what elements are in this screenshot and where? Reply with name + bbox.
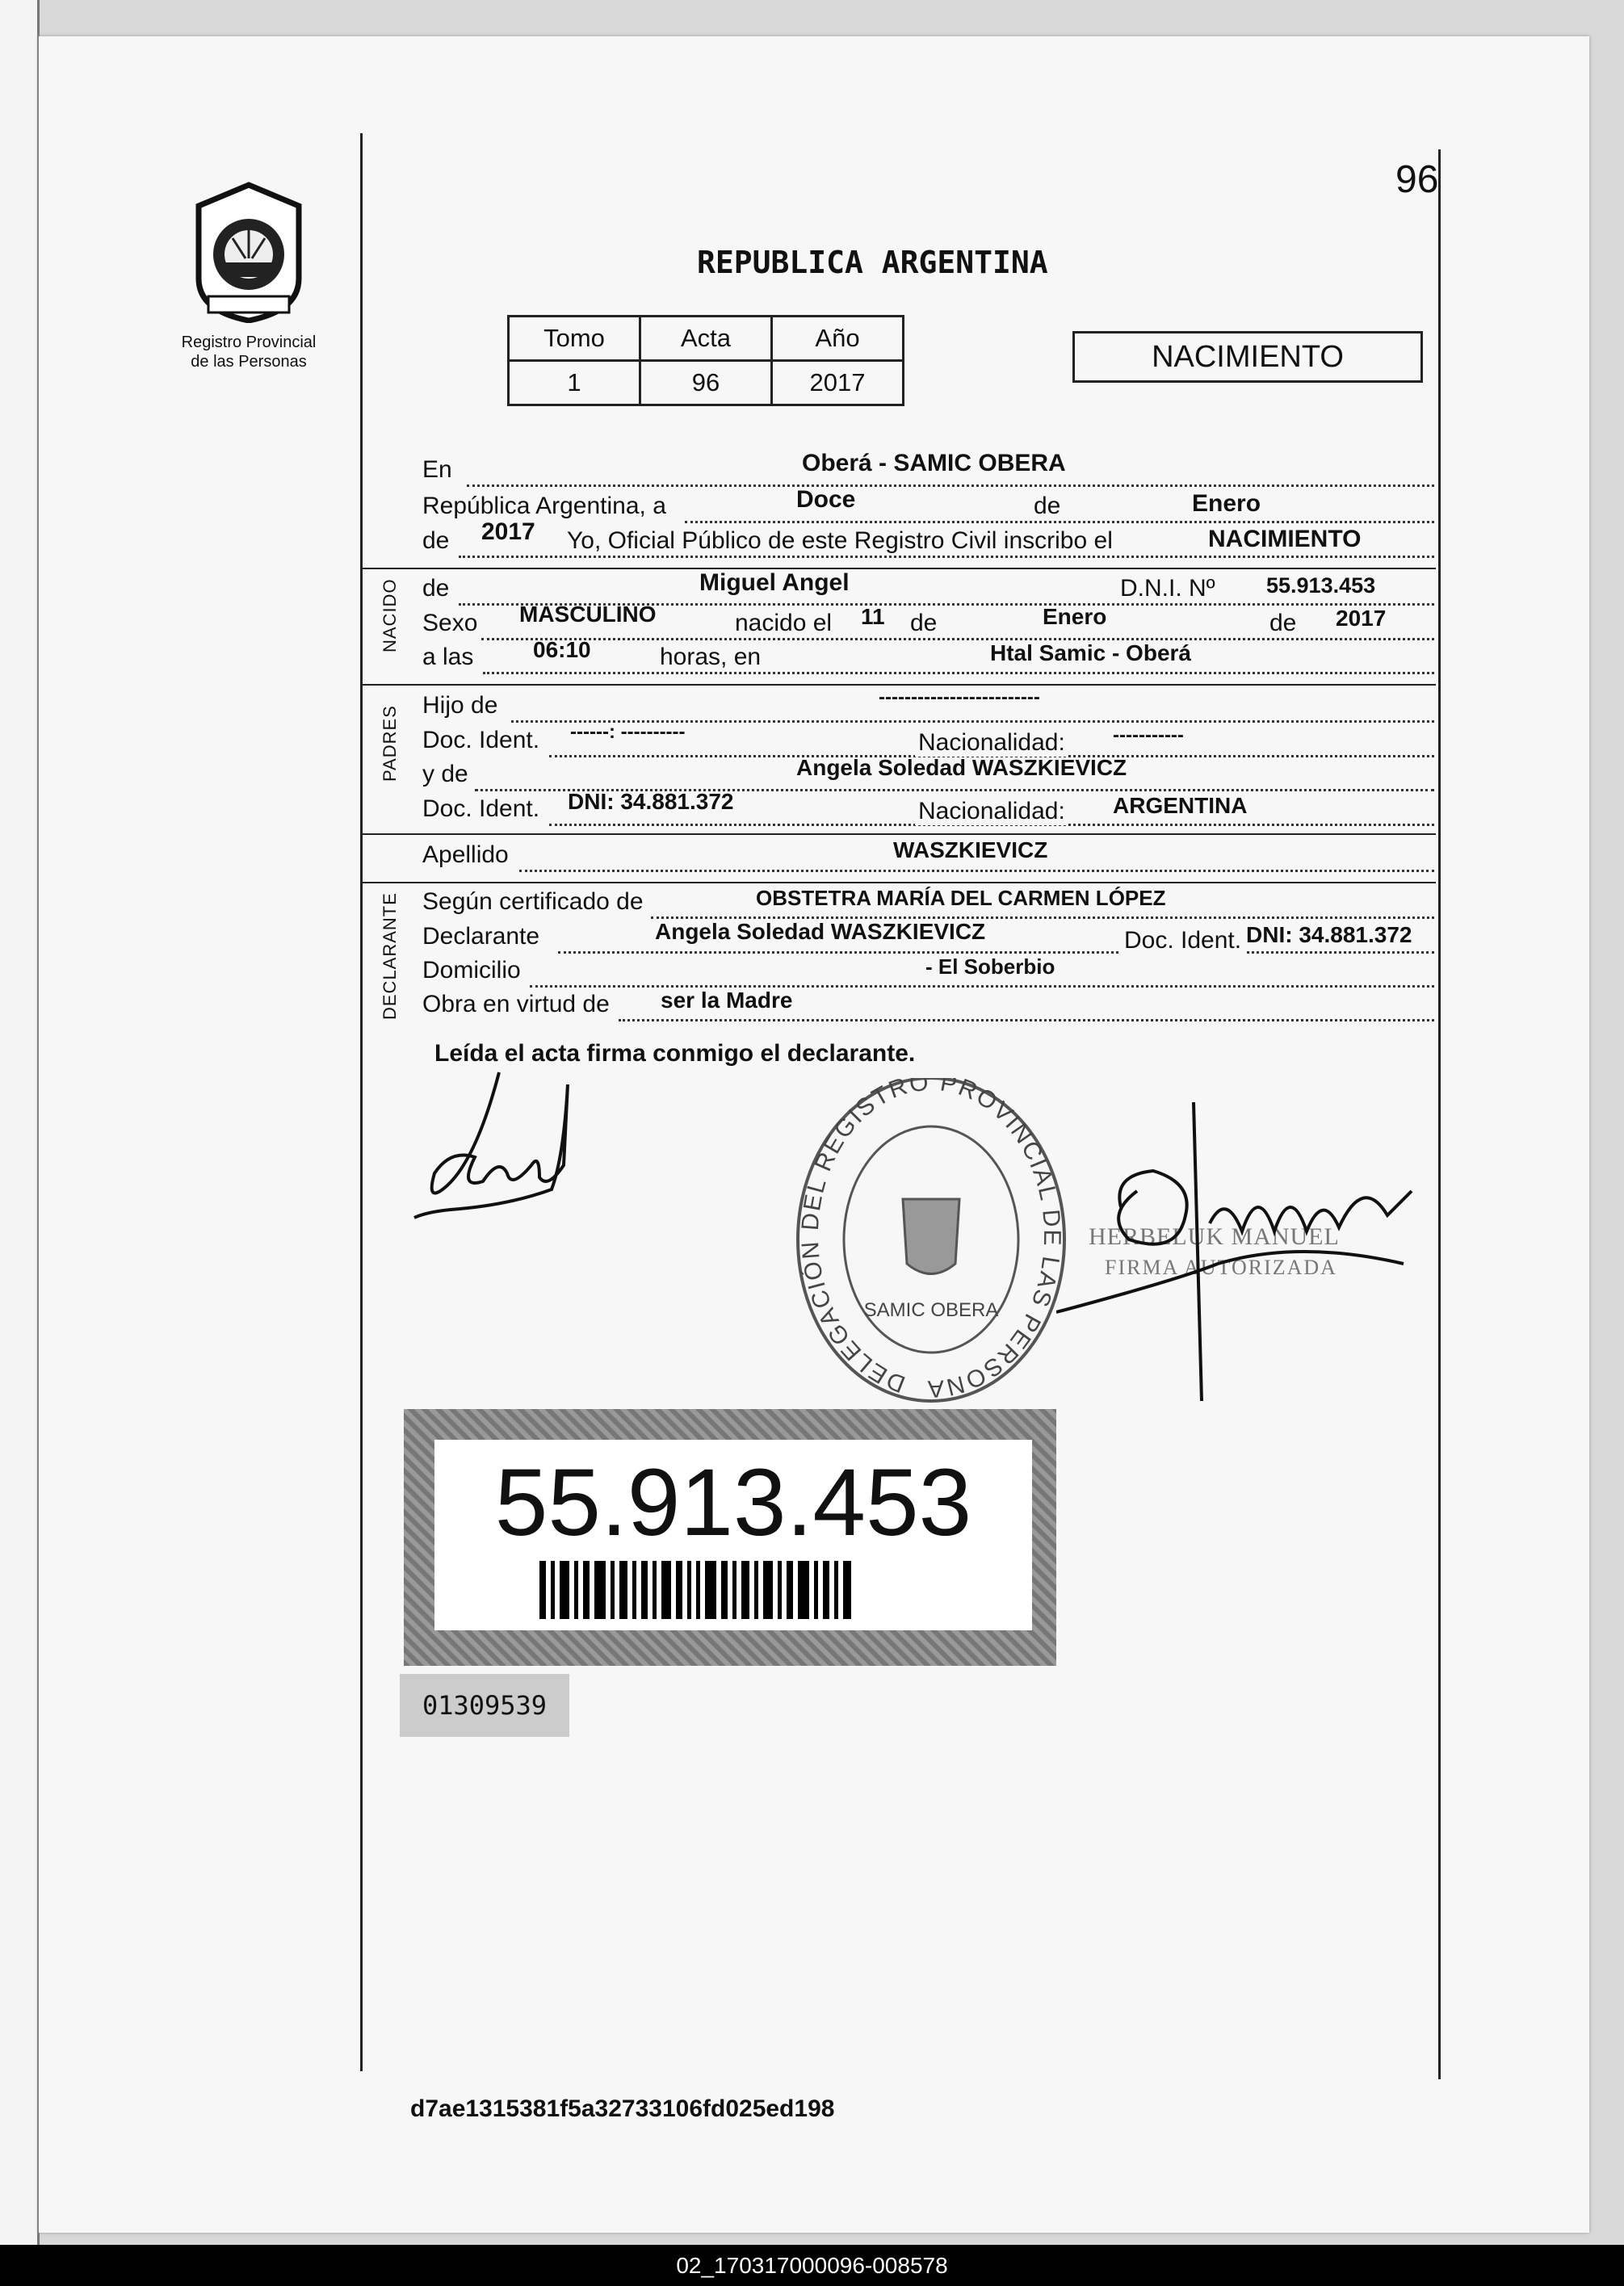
serial-number-sticker: 01309539 bbox=[400, 1674, 569, 1737]
dotted-line bbox=[483, 672, 1434, 674]
label-nacionalidad2: Nacionalidad: bbox=[915, 798, 1068, 825]
label-nacido-el: nacido el bbox=[732, 610, 835, 637]
right-margin-line bbox=[1438, 149, 1441, 2079]
barcode-bar bbox=[798, 1561, 809, 1619]
section-divider bbox=[362, 882, 1436, 883]
barcode-bar bbox=[787, 1561, 793, 1619]
adjacent-page-edge bbox=[0, 0, 40, 2253]
label-horas-en: horas, en bbox=[657, 644, 764, 671]
barcode-bar bbox=[732, 1561, 736, 1619]
label-declarante: Declarante bbox=[422, 923, 540, 950]
dni-barcode-label bbox=[404, 1409, 1056, 1666]
value-mes-inscripcion: Enero bbox=[1192, 490, 1261, 517]
side-label-nacido: NACIDO bbox=[380, 578, 400, 652]
label-en: En bbox=[422, 456, 452, 483]
barcode-bar bbox=[539, 1561, 546, 1619]
label-obra-en-virtud: Obra en virtud de bbox=[422, 991, 610, 1017]
value-nac-madre: ARGENTINA bbox=[1113, 793, 1248, 818]
left-margin-line bbox=[360, 133, 363, 2071]
registry-name-line1: Registro Provincial bbox=[181, 333, 317, 351]
label-sexo: Sexo bbox=[422, 610, 478, 636]
barcode-bar bbox=[834, 1561, 838, 1619]
record-type-box: NACIMIENTO bbox=[1072, 331, 1423, 383]
value-doc-madre: DNI: 34.881.372 bbox=[568, 789, 734, 814]
value-dia-inscripcion: Doce bbox=[796, 486, 856, 513]
label-dni: D.N.I. Nº bbox=[1117, 575, 1219, 602]
value-sexo: MASCULINO bbox=[519, 602, 657, 627]
barcode-bar bbox=[560, 1561, 569, 1619]
value-tipo: NACIMIENTO bbox=[1208, 526, 1362, 552]
table-header-acta: Acta bbox=[640, 317, 772, 361]
barcode-bar bbox=[814, 1561, 818, 1619]
side-label-padres: PADRES bbox=[380, 705, 400, 782]
value-declarante: Angela Soledad WASZKIEVICZ bbox=[655, 919, 986, 944]
section-divider bbox=[362, 568, 1436, 569]
dotted-line bbox=[459, 556, 1434, 558]
label-de: de bbox=[1030, 493, 1064, 520]
barcode-bar bbox=[687, 1561, 691, 1619]
label-doc-ident: Doc. Ident. bbox=[422, 727, 540, 753]
barcode-bar bbox=[653, 1561, 657, 1619]
barcode-bar bbox=[641, 1561, 648, 1619]
barcode-bar bbox=[763, 1561, 773, 1619]
label-nacionalidad: Nacionalidad: bbox=[915, 729, 1068, 757]
barcode-bar bbox=[705, 1561, 716, 1619]
label-de2: de bbox=[422, 527, 450, 554]
value-lugar: Oberá - SAMIC OBERA bbox=[802, 450, 1066, 476]
value-obra-virtud: ser la Madre bbox=[661, 988, 793, 1013]
label-hijo-de: Hijo de bbox=[422, 692, 498, 719]
barcode-bar bbox=[583, 1561, 590, 1619]
barcode-bars bbox=[539, 1561, 935, 1619]
label-doc-ident2: Doc. Ident. bbox=[422, 795, 540, 822]
authorized-signature bbox=[1056, 1094, 1436, 1417]
side-label-declarante: DECLARANTE bbox=[380, 892, 400, 1020]
barcode-bar bbox=[551, 1561, 555, 1619]
dotted-line bbox=[519, 870, 1434, 872]
document-sheet bbox=[39, 36, 1589, 2233]
barcode-bar bbox=[611, 1561, 615, 1619]
value-madre: Angela Soledad WASZKIEVICZ bbox=[796, 755, 1127, 780]
table-header-anio: Año bbox=[772, 317, 904, 361]
official-stamp bbox=[790, 1078, 1072, 1417]
label-segun-certificado: Según certificado de bbox=[422, 888, 644, 915]
barcode-bar bbox=[661, 1561, 671, 1619]
page-title: REPUBLICA ARGENTINA bbox=[697, 245, 1048, 280]
label-doc-ident3: Doc. Ident. bbox=[1121, 927, 1244, 954]
barcode-bar bbox=[754, 1561, 758, 1619]
province-seal-logo bbox=[191, 182, 308, 323]
value-anio-inscripcion: 2017 bbox=[481, 518, 535, 545]
barcode-bar bbox=[741, 1561, 749, 1619]
table-header-tomo: Tomo bbox=[509, 317, 640, 361]
table-value-anio: 2017 bbox=[772, 361, 904, 405]
dotted-line bbox=[685, 521, 1434, 523]
value-doc-declarante: DNI: 34.881.372 bbox=[1246, 922, 1412, 947]
label-yo-oficial: Yo, Oficial Público de este Registro Civil inscribo el bbox=[564, 527, 1116, 555]
value-padre: ------------------------- bbox=[879, 686, 1040, 708]
declarant-signature bbox=[410, 1068, 604, 1230]
table-value-acta: 96 bbox=[640, 361, 772, 405]
label-de-mes: de bbox=[907, 610, 940, 637]
label-apellido: Apellido bbox=[422, 841, 509, 868]
value-anio-nac: 2017 bbox=[1336, 606, 1387, 631]
authorized-signature-block bbox=[1056, 1094, 1436, 1417]
dotted-line bbox=[481, 638, 1434, 640]
closing-statement: Leída el acta firma conmigo el declarante. bbox=[434, 1040, 916, 1067]
label-republica: República Argentina, a bbox=[422, 493, 666, 519]
value-dni: 55.913.453 bbox=[1266, 573, 1376, 598]
value-certificado: OBSTETRA MARÍA DEL CARMEN LÓPEZ bbox=[756, 886, 1166, 910]
dotted-line bbox=[467, 484, 1434, 487]
section-divider bbox=[362, 833, 1436, 835]
value-nombre: Miguel Angel bbox=[699, 569, 850, 596]
label-domicilio: Domicilio bbox=[422, 957, 521, 984]
barcode-bar bbox=[632, 1561, 636, 1619]
table-value-tomo: 1 bbox=[509, 361, 640, 405]
barcode-number: 55.913.453 bbox=[494, 1449, 972, 1556]
barcode-bar bbox=[696, 1561, 700, 1619]
dotted-line bbox=[558, 951, 1434, 954]
label-a-las: a las bbox=[422, 644, 474, 670]
barcode-bar bbox=[721, 1561, 728, 1619]
page-number: 96 bbox=[1395, 158, 1439, 201]
svg-text:DELEGACIÓN DEL REGISTRO PROVIN: DELEGACIÓN DEL REGISTRO PROVINCIAL DE LAS PERSONA bbox=[796, 1078, 1066, 1403]
value-doc-padre: ------: ---------- bbox=[570, 721, 686, 743]
value-domicilio: - El Soberbio bbox=[925, 954, 1055, 979]
record-table bbox=[507, 315, 904, 406]
value-hora: 06:10 bbox=[533, 637, 591, 662]
label-de-anio: de bbox=[1266, 610, 1299, 637]
barcode-bar bbox=[843, 1561, 851, 1619]
barcode-bar bbox=[823, 1561, 829, 1619]
document-hash: d7ae1315381f5a32733106fd025ed198 bbox=[410, 2095, 835, 2122]
footer-id: 02_170317000096-008578 bbox=[0, 2245, 1624, 2286]
barcode-bar bbox=[574, 1561, 578, 1619]
value-apellido: WASZKIEVICZ bbox=[893, 837, 1048, 862]
svg-text:SAMIC OBERA: SAMIC OBERA bbox=[863, 1299, 999, 1321]
label-de-nombre: de bbox=[422, 575, 450, 602]
dotted-line bbox=[619, 1019, 1434, 1021]
barcode-bar bbox=[594, 1561, 606, 1619]
barcode-bar bbox=[619, 1561, 627, 1619]
registry-name-line2: de las Personas bbox=[191, 353, 307, 371]
value-mes-nac: Enero bbox=[1043, 604, 1107, 629]
value-lugar-nac: Htal Samic - Oberá bbox=[990, 640, 1191, 665]
section-divider bbox=[362, 684, 1436, 686]
authorized-subtitle: FIRMA AUTORIZADA bbox=[1105, 1256, 1337, 1279]
value-dia-nac: 11 bbox=[861, 604, 885, 629]
label-y-de: y de bbox=[422, 761, 468, 787]
value-nac-padre: ----------- bbox=[1113, 724, 1184, 746]
barcode-bar bbox=[676, 1561, 682, 1619]
barcode-bar bbox=[778, 1561, 782, 1619]
authorized-name: HERBELUK MANUEL bbox=[1089, 1223, 1340, 1250]
